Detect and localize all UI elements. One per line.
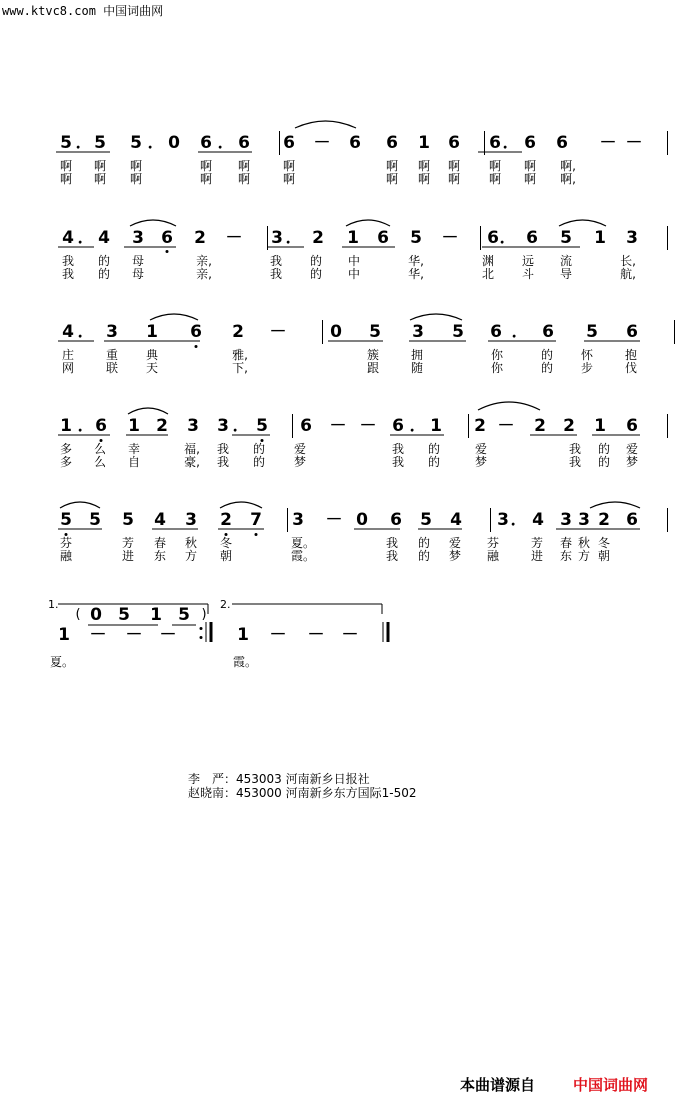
lyric-verse-1: 典 [145, 348, 159, 362]
lyric-verse-2: 中 [347, 267, 361, 281]
lyric-verse-1: 啊 [199, 159, 213, 173]
lyric-verse-1: 中 [347, 254, 361, 268]
lyric-verse-2: 东 [153, 549, 167, 563]
barline [267, 226, 268, 250]
lyric-verse-1: 芬 [59, 536, 73, 550]
lyric-verse-1: 的 [540, 348, 554, 362]
lyric-verse-2: 联 [105, 361, 119, 375]
note: 5 [586, 322, 598, 342]
note: 0 [168, 133, 180, 153]
note: 6 [556, 133, 568, 153]
note: 5 [89, 510, 101, 530]
note: 2 [598, 510, 610, 530]
lyric-verse-1: 啊 [417, 159, 431, 173]
lyric-verse-1: 庄 [61, 348, 75, 362]
lyric-verse-1: 啊 [447, 159, 461, 173]
note: ． [502, 133, 520, 153]
lyric-verse-2: 豪, [184, 455, 200, 469]
note: － [269, 625, 287, 645]
note: － [313, 133, 331, 153]
repeat-dot [200, 627, 203, 630]
note: 7 [250, 510, 262, 530]
note: － [599, 133, 617, 153]
lyric-verse-2: 梦 [625, 455, 639, 469]
low-dot [166, 250, 169, 253]
lyric-verse-2: 啊 [417, 172, 431, 186]
note: 6 [95, 416, 107, 436]
lyric-verse-2: 进 [530, 549, 544, 563]
lyric-verse-2: 多 [59, 455, 73, 469]
lyric-verse-2: 啊 [129, 172, 143, 186]
barline [667, 508, 668, 532]
note: 6 [377, 228, 389, 248]
note: － [441, 228, 459, 248]
barline [322, 320, 323, 344]
slur [590, 502, 640, 508]
site-header: www.ktvc8.com 中国词曲网 [2, 4, 164, 18]
lyric-verse-2: 么 [93, 455, 107, 469]
tie [295, 121, 356, 128]
lyric-verse-1: 远 [521, 254, 535, 268]
note: ． [147, 133, 165, 153]
lyric-verse-2: 的 [309, 267, 323, 281]
bracket-note: 5 [178, 605, 190, 625]
note: 6 [386, 133, 398, 153]
lyric-verse-2: 随 [410, 361, 424, 375]
note: 2 [194, 228, 206, 248]
note: ． [409, 416, 427, 436]
note: ． [217, 133, 235, 153]
note: － [625, 133, 643, 153]
lyric-verse-2: 伐 [624, 361, 638, 375]
barline [287, 508, 288, 532]
lyric-verse-1: 芳 [530, 536, 544, 550]
barline [667, 226, 668, 250]
footer-source-label: 本曲谱源自 [460, 1076, 536, 1094]
lyric-verse-1: 啊 [282, 159, 296, 173]
note: 3 [292, 510, 304, 530]
lyric-verse-2: 啊 [488, 172, 502, 186]
lyric-verse-2: 我 [269, 267, 283, 281]
note: － [89, 625, 107, 645]
lyric-verse-1: 的 [597, 442, 611, 456]
bracket-note: 5 [118, 605, 130, 625]
lyric-verse-2: 的 [427, 455, 441, 469]
note: ． [285, 228, 303, 248]
repeat-dot [200, 636, 203, 639]
note: 1 [60, 416, 72, 436]
lyric-verse-1: 秋 [184, 536, 198, 550]
note: 5 [420, 510, 432, 530]
note: 5 [560, 228, 572, 248]
lyric-verse-2: 啊 [59, 172, 73, 186]
lyric-verse-2: 霞。 [290, 549, 316, 563]
low-dot [261, 439, 264, 442]
lyric-verse-2: 你 [490, 361, 504, 375]
note: 5 [452, 322, 464, 342]
note: 1 [146, 322, 158, 342]
lyric-verse-2: 啊 [447, 172, 461, 186]
lyric-verse-2: 步 [580, 361, 594, 375]
lyric-verse-2: 我 [391, 455, 405, 469]
lyric-verse-1: 的 [309, 254, 323, 268]
note: 4 [532, 510, 544, 530]
lyric-verse-2: 融 [486, 549, 500, 563]
note: ． [75, 133, 93, 153]
note: 4 [62, 228, 74, 248]
bracket-note: ( [75, 607, 81, 622]
lyric-verse-1: 啊 [93, 159, 107, 173]
lyric-verse-2: 啊 [93, 172, 107, 186]
slur [150, 314, 198, 320]
note: 6 [626, 510, 638, 530]
note: ． [232, 416, 250, 436]
note: ． [77, 416, 95, 436]
lyric-verse-1: 春 [153, 536, 167, 550]
lyric-verse-2: 斗 [521, 267, 535, 281]
lyric-verse-1: 流 [559, 254, 573, 268]
lyric-verse-2: 航, [620, 267, 636, 281]
lyric-verse-1: 啊 [385, 159, 399, 173]
slur [346, 220, 390, 226]
note: － [307, 625, 325, 645]
low-dot [255, 533, 258, 536]
note: 6 [542, 322, 554, 342]
note: 6 [626, 322, 638, 342]
note: 6 [490, 322, 502, 342]
note: － [329, 416, 347, 436]
note: 1 [347, 228, 359, 248]
lyric-verse-1: 爱 [448, 536, 462, 550]
lyric-verse-1: 的 [97, 254, 111, 268]
lyric-verse-2: 北 [481, 267, 495, 281]
note: 3 [132, 228, 144, 248]
note: 3 [187, 416, 199, 436]
note: ． [77, 228, 95, 248]
note: 3 [578, 510, 590, 530]
lyric-verse-1: 渊 [481, 254, 495, 268]
slur [410, 314, 462, 320]
lyric-verse-1: 我 [269, 254, 283, 268]
note: 6 [390, 510, 402, 530]
note: ． [499, 228, 517, 248]
lyric-verse-1: 簇 [366, 348, 380, 362]
note: 6 [190, 322, 202, 342]
barline [480, 226, 481, 250]
note: 5 [94, 133, 106, 153]
lyric-verse-2: 自 [127, 455, 141, 469]
note: 3 [560, 510, 572, 530]
lyric-verse-1: 我 [216, 442, 230, 456]
lyric-verse-2: 我 [385, 549, 399, 563]
slur [478, 402, 540, 410]
lyric-verse-1: 啊 [129, 159, 143, 173]
note: 2 [474, 416, 486, 436]
lyric-verse-2: 的 [97, 267, 111, 281]
note: 2 [534, 416, 546, 436]
lyric-verse-1: 春 [559, 536, 573, 550]
bracket-note: ) [201, 607, 207, 622]
volta-1: 1. [48, 598, 59, 611]
barline [484, 131, 485, 155]
lyric-verse-2: 梦 [448, 549, 462, 563]
lyric-verse-2: 的 [252, 455, 266, 469]
lyric-verse-1: 啊, [560, 159, 576, 173]
lyric-verse-1: 芬 [486, 536, 500, 550]
lyric-verse-1: 抱 [624, 348, 638, 362]
lyric-verse-2: 我 [568, 455, 582, 469]
slur [130, 220, 176, 226]
note: 2 [156, 416, 168, 436]
lyric-verse-2: 网 [61, 361, 75, 375]
note: 1 [58, 625, 70, 645]
barline [667, 131, 668, 155]
lyric-verse-2: 导 [559, 267, 573, 281]
note: 4 [98, 228, 110, 248]
lyric-verse-1: 我 [385, 536, 399, 550]
note: 1 [430, 416, 442, 436]
lyric-verse-2: 母 [131, 267, 145, 281]
note: 1 [128, 416, 140, 436]
lyric-verse-2: 梦 [293, 455, 307, 469]
bracket-note: 0 [90, 605, 102, 625]
lyric: 霞。 [232, 655, 258, 669]
note: － [225, 228, 243, 248]
lyric-verse-1: 冬 [597, 536, 611, 550]
note: 3 [106, 322, 118, 342]
note: 3 [412, 322, 424, 342]
lyric-verse-1: 么 [93, 442, 107, 456]
barline [667, 414, 668, 438]
lyric-verse-2: 啊 [385, 172, 399, 186]
note: 6 [349, 133, 361, 153]
note: 1 [594, 416, 606, 436]
note: 5 [256, 416, 268, 436]
lyric-verse-1: 幸 [127, 442, 141, 456]
note: 2 [220, 510, 232, 530]
lyric-verse-2: 的 [417, 549, 431, 563]
note: － [269, 322, 287, 342]
lyric: 夏。 [49, 655, 75, 669]
bracket-note: 1 [150, 605, 162, 625]
lyric-verse-1: 爱 [293, 442, 307, 456]
lyric-verse-2: 方 [577, 549, 591, 563]
note: ． [510, 510, 528, 530]
lyric-verse-1: 爱 [625, 442, 639, 456]
note: 3 [217, 416, 229, 436]
slur [559, 220, 606, 226]
note: － [125, 625, 143, 645]
lyric-verse-2: 朝 [597, 549, 611, 563]
note: 6 [392, 416, 404, 436]
slur [220, 502, 262, 508]
lyric-verse-1: 啊 [488, 159, 502, 173]
note: 4 [450, 510, 462, 530]
slur [60, 502, 100, 508]
lyric-verse-1: 夏。 [290, 536, 316, 550]
slur [128, 408, 168, 414]
barline [292, 414, 293, 438]
note: 3 [185, 510, 197, 530]
lyric-verse-1: 芳 [121, 536, 135, 550]
lyric-verse-1: 母 [131, 254, 145, 268]
lyric-verse-1: 爱 [474, 442, 488, 456]
barline [490, 508, 491, 532]
note: 6 [526, 228, 538, 248]
lyric-verse-1: 啊 [59, 159, 73, 173]
lyric-verse-1: 我 [61, 254, 75, 268]
lyric-verse-2: 方 [184, 549, 198, 563]
lyric-verse-2: 啊, [560, 172, 576, 186]
note: ． [511, 322, 529, 342]
note: 3 [271, 228, 283, 248]
note: － [359, 416, 377, 436]
lyric-verse-1: 啊 [237, 159, 251, 173]
lyric-verse-1: 我 [391, 442, 405, 456]
lyric-verse-1: 福, [184, 442, 200, 456]
lyric-verse-2: 啊 [199, 172, 213, 186]
lyric-verse-2: 跟 [366, 361, 380, 375]
lyric-verse-2: 我 [61, 267, 75, 281]
note: 1 [418, 133, 430, 153]
lyric-verse-2: 的 [540, 361, 554, 375]
note: 6 [487, 228, 499, 248]
lyric-verse-1: 长, [620, 254, 636, 268]
note: 2 [312, 228, 324, 248]
note: 5 [130, 133, 142, 153]
lyric-verse-2: 天 [145, 361, 159, 375]
barline [674, 320, 675, 344]
lyric-verse-1: 啊 [523, 159, 537, 173]
note: 2 [563, 416, 575, 436]
credit-line-2: 赵晓南：453000 河南新乡东方国际1-502 [188, 786, 417, 800]
note: 4 [154, 510, 166, 530]
lyric-verse-2: 我 [216, 455, 230, 469]
lyric-verse-2: 进 [121, 549, 135, 563]
note: 6 [489, 133, 501, 153]
lyric-verse-1: 的 [252, 442, 266, 456]
low-dot [225, 533, 228, 536]
note: 6 [524, 133, 536, 153]
note: － [497, 416, 515, 436]
lyric-verse-1: 秋 [577, 536, 591, 550]
lyric-verse-1: 重 [105, 348, 119, 362]
barline [279, 131, 280, 155]
note: ． [77, 322, 95, 342]
volta-2: 2. [220, 598, 231, 611]
low-dot [100, 439, 103, 442]
note: 5 [410, 228, 422, 248]
lyric-verse-2: 的 [597, 455, 611, 469]
note: 0 [356, 510, 368, 530]
lyric-verse-1: 的 [417, 536, 431, 550]
note: 1 [237, 625, 249, 645]
low-dot [65, 533, 68, 536]
lyric-verse-1: 雅, [232, 348, 248, 362]
credit-line-1: 李 严：453003 河南新乡日报社 [188, 772, 370, 786]
lyric-verse-1: 冬 [219, 536, 233, 550]
footer-source-name: 中国词曲网 [573, 1076, 649, 1094]
note: 5 [122, 510, 134, 530]
lyric-verse-2: 啊 [237, 172, 251, 186]
lyric-verse-1: 我 [568, 442, 582, 456]
lyric-verse-2: 华, [408, 267, 424, 281]
lyric-verse-2: 啊 [282, 172, 296, 186]
note: 4 [62, 322, 74, 342]
note: 6 [161, 228, 173, 248]
note: 6 [626, 416, 638, 436]
lyric-verse-1: 你 [490, 348, 504, 362]
note: 5 [369, 322, 381, 342]
note: 6 [300, 416, 312, 436]
note: 6 [283, 133, 295, 153]
lyric-verse-1: 华, [408, 254, 424, 268]
note: － [159, 625, 177, 645]
lyric-verse-2: 下, [232, 361, 248, 375]
lyric-verse-1: 的 [427, 442, 441, 456]
lyric-verse-1: 怀 [580, 348, 594, 362]
note: 3 [626, 228, 638, 248]
note: 6 [200, 133, 212, 153]
lyric-verse-2: 啊 [523, 172, 537, 186]
note: 6 [448, 133, 460, 153]
lyric-verse-2: 亲, [196, 267, 212, 281]
note: － [341, 625, 359, 645]
lyric-verse-1: 多 [59, 442, 73, 456]
note: 5 [60, 510, 72, 530]
note: 1 [594, 228, 606, 248]
lyric-verse-2: 东 [559, 549, 573, 563]
lyric-verse-1: 拥 [410, 348, 424, 362]
low-dot [195, 345, 198, 348]
lyric-verse-2: 融 [59, 549, 73, 563]
note: 5 [60, 133, 72, 153]
note: 6 [238, 133, 250, 153]
note: － [325, 510, 343, 530]
note: 2 [232, 322, 244, 342]
note: 3 [497, 510, 509, 530]
lyric-verse-2: 梦 [474, 455, 488, 469]
lyric-verse-2: 朝 [219, 549, 233, 563]
lyric-verse-1: 亲, [196, 254, 212, 268]
note: 0 [330, 322, 342, 342]
barline [468, 414, 469, 438]
